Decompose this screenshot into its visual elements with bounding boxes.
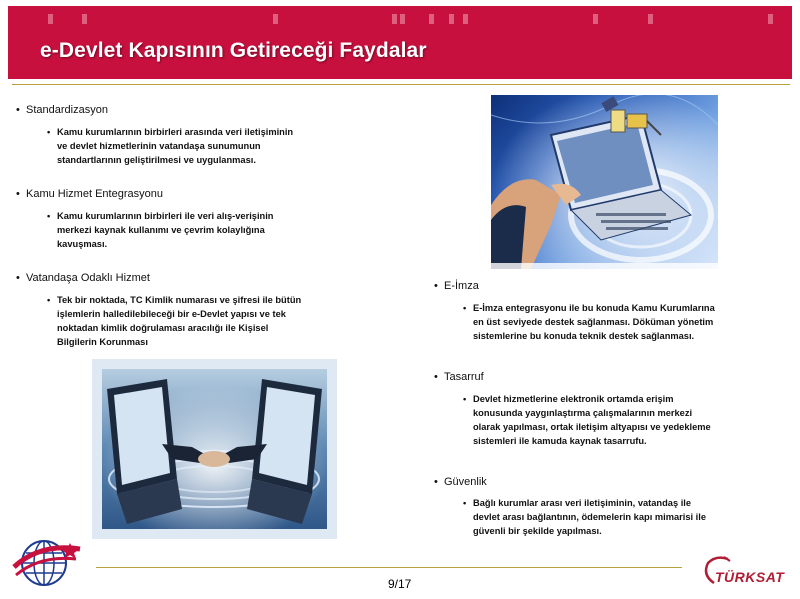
bullet-dot-icon: •: [463, 303, 467, 313]
title-banner: [8, 6, 792, 79]
bullet-dot-icon: •: [47, 211, 51, 221]
page-title: e-Devlet Kapısının Getireceği Faydalar: [40, 39, 427, 62]
bullet-integration: • Kamu Hizmet Entegrasyonu: [16, 188, 163, 200]
bullet-standardization: • Standardizasyon: [16, 104, 108, 116]
bullet-dot-icon: •: [16, 272, 20, 284]
bullet-dot-icon: •: [47, 295, 51, 305]
sub-bullet-e-signature: • E-İmza entegrasyonu ile bu konuda Kamu Kurumlarına en üst seviyede destek sağlanması. Döküman yönetim sistemlerine bu konuda teknik destek sağlanması.: [463, 303, 715, 341]
bullet-savings: • Tasarruf: [434, 371, 484, 383]
bullet-dot-icon: •: [16, 104, 20, 116]
bullet-dot-icon: •: [47, 127, 51, 137]
page-number: 9/17: [388, 577, 412, 591]
footer-rule: [96, 567, 682, 568]
bullet-dot-icon: •: [463, 394, 467, 404]
handshake-monitors-image: [92, 359, 337, 539]
laptop-satellite-image: [491, 95, 718, 269]
sub-bullet-standardization: • Kamu kurumlarının birbirleri arasında veri iletişiminin ve devlet hizmetlerinin vatandaşa sunumunun standartlarının geliştirilmesi ve uygulanması.: [47, 127, 294, 165]
bullet-security: • Güvenlik: [434, 476, 487, 488]
bullet-citizen-focus: • Vatandaşa Odaklı Hizmet: [16, 272, 150, 284]
turksat-logo-text: TÜRKSAT: [715, 569, 785, 585]
sub-bullet-citizen-focus: • Tek bir noktada, TC Kimlik numarası ve şifresi ile bütün işlemlerin halledilebileceği bir e-Devlet yapısı ve tek noktadan kimlik doğrulaması aracılığı ile Kişisel Bilgilerin Korunması: [47, 295, 302, 347]
handshake-monitors-illustration: [92, 359, 337, 539]
sub-bullet-integration: • Kamu kurumlarının birbirleri ile veri alış-verişinin merkezi kaynak kullanımı ve çevrim kolaylığına kavuşması.: [47, 211, 274, 249]
sub-bullet-savings: • Devlet hizmetlerine elektronik ortamda erişim konusunda yaygınlaştırma çalışmalarının merkezi olarak yapılması, ortak iletişim altyapısı ve yedekleme sistemleri ile kamuda kaynak tasarrufu.: [463, 394, 711, 446]
header-rule: [12, 84, 790, 85]
sub-bullet-security: • Bağlı kurumlar arası veri iletişiminin, vatandaş ile devlet arası bağlantının, ödemelerin kapı mimarisi ile güvenli bir şekilde yapılması.: [463, 498, 707, 536]
bullet-dot-icon: •: [16, 188, 20, 200]
laptop-satellite-illustration: [491, 95, 718, 269]
globe-logo-icon: [10, 533, 86, 593]
bullet-dot-icon: •: [434, 280, 438, 292]
bullet-e-signature: • E-İmza: [434, 280, 479, 292]
bullet-dot-icon: •: [434, 476, 438, 488]
bullet-dot-icon: •: [434, 371, 438, 383]
banner-decoration: [8, 14, 792, 26]
bullet-dot-icon: •: [463, 498, 467, 508]
